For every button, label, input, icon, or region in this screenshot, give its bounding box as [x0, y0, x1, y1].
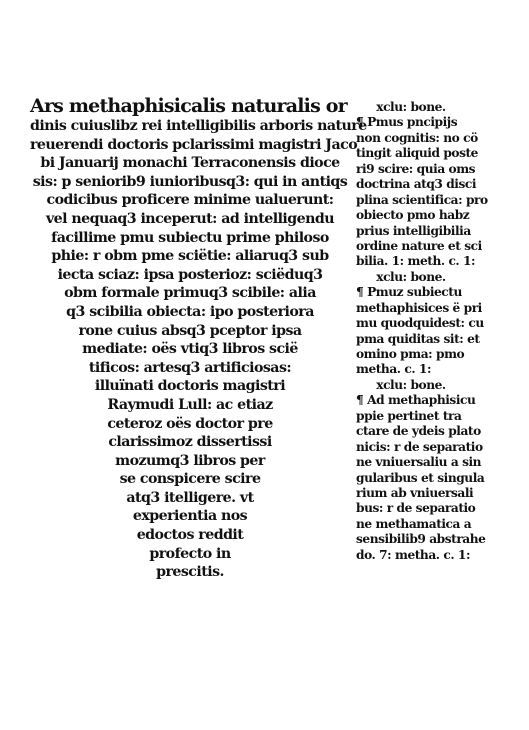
text-line: prescitis.: [156, 564, 224, 581]
side-line: ri9 scire: quia oms: [356, 161, 476, 176]
side-line: obiecto pmo habz: [356, 208, 470, 223]
side-line: bus: r de separatio: [356, 501, 476, 516]
text-line: Raymudi Lull: ac etiaz: [107, 396, 273, 413]
side-line: bilia. 1: meth. c. 1:: [356, 254, 476, 269]
text-line: phie: r obm pme sciëtie: aliaruq3 sub: [51, 248, 329, 265]
text-line: clarissimoz dissertissi: [108, 434, 272, 451]
side-line: do. 7: metha. c. 1:: [356, 547, 471, 562]
side-line: prius intelligibilia: [356, 223, 471, 238]
side-line: ne vniuersaliu a sin: [356, 455, 482, 470]
side-line: gularibus et singula: [356, 470, 485, 485]
side-line: ctare de ydeis plato: [356, 424, 481, 439]
side-line: ¶ Pmuz subiectu: [356, 285, 462, 300]
side-line: pma quiditas sit: et: [356, 331, 480, 346]
section-header: xclu: bone.: [376, 377, 446, 392]
side-line: doctrina atq3 disci: [356, 177, 477, 192]
text-line: ceteroz oës doctor pre: [107, 415, 273, 432]
text-line: reuerendi doctoris pclarissimi magistri Jaco: [30, 136, 358, 153]
section-header: xclu: bone.: [376, 100, 446, 114]
text-line: mozumq3 libros per: [115, 452, 265, 469]
side-line: ordine nature et sci: [356, 238, 482, 253]
side-line: ppie pertinet tra: [356, 408, 462, 423]
side-line: nicis: r de separatio: [356, 439, 483, 454]
text-line: rone cuius absq3 pceptor ipsa: [78, 322, 302, 339]
text-line: edoctos reddit: [136, 527, 244, 544]
side-line: rium ab vniuersali: [356, 485, 474, 500]
side-line: omino pma: pmo: [356, 347, 465, 361]
side-line: tingit aliquid poste: [356, 146, 478, 161]
text-line: illuïnati doctoris magistri: [94, 378, 286, 395]
text-line: experientia nos: [132, 508, 248, 525]
section-header: xclu: bone.: [376, 269, 446, 284]
side-line: ¶ Ad methaphisicu: [356, 393, 476, 408]
side-note-column: [356, 100, 488, 563]
side-line: methaphisices ë pri: [356, 300, 482, 315]
text-line: iecta sciaz: ipsa posterioz: sciëduq3: [57, 266, 323, 283]
text-line: vel nequaq3 inceperut: ad intelligendu: [45, 210, 335, 227]
side-line: ne methamatica a: [356, 516, 472, 531]
text-line: bi Januarij monachi Terraconensis dioce: [40, 155, 340, 172]
side-line: metha. c. 1:: [356, 362, 432, 377]
text-line: obm formale primuq3 scibile: alia: [64, 285, 316, 302]
text-line: q3 scibilia obiecta: ipo posteriora: [66, 303, 314, 320]
text-line: se conspicere scire: [119, 471, 261, 488]
main-text-column: [30, 95, 367, 582]
text-line: codicibus proficere minime ualuerunt:: [46, 192, 334, 209]
text-line: mediate: oës vtiq3 libros scië: [82, 341, 298, 358]
text-line: Ars methaphisicalis naturalis or: [30, 95, 347, 117]
side-line: sensibilib9 abstrahe: [356, 532, 486, 547]
side-line: mu quodquidest: cu: [356, 316, 484, 331]
text-line: tificos: artesq3 artificiosas:: [88, 359, 292, 376]
text-line: facillime pmu subiectu prime philoso: [51, 229, 329, 246]
side-line: plina scientifica: pro: [356, 192, 488, 207]
text-line: atq3 itelligere. vt: [126, 489, 254, 506]
text-line: sis: p seniorib9 iunioribusq3: qui in antiqs: [32, 173, 348, 190]
side-line: ¶ Pmus pncipijs: [356, 115, 458, 130]
text-line: dinis cuiuslibz rei intelligibilis arboris nature: [30, 118, 367, 134]
side-line: non cognitis: no cö: [356, 130, 478, 145]
text-line: profecto in: [149, 545, 231, 562]
